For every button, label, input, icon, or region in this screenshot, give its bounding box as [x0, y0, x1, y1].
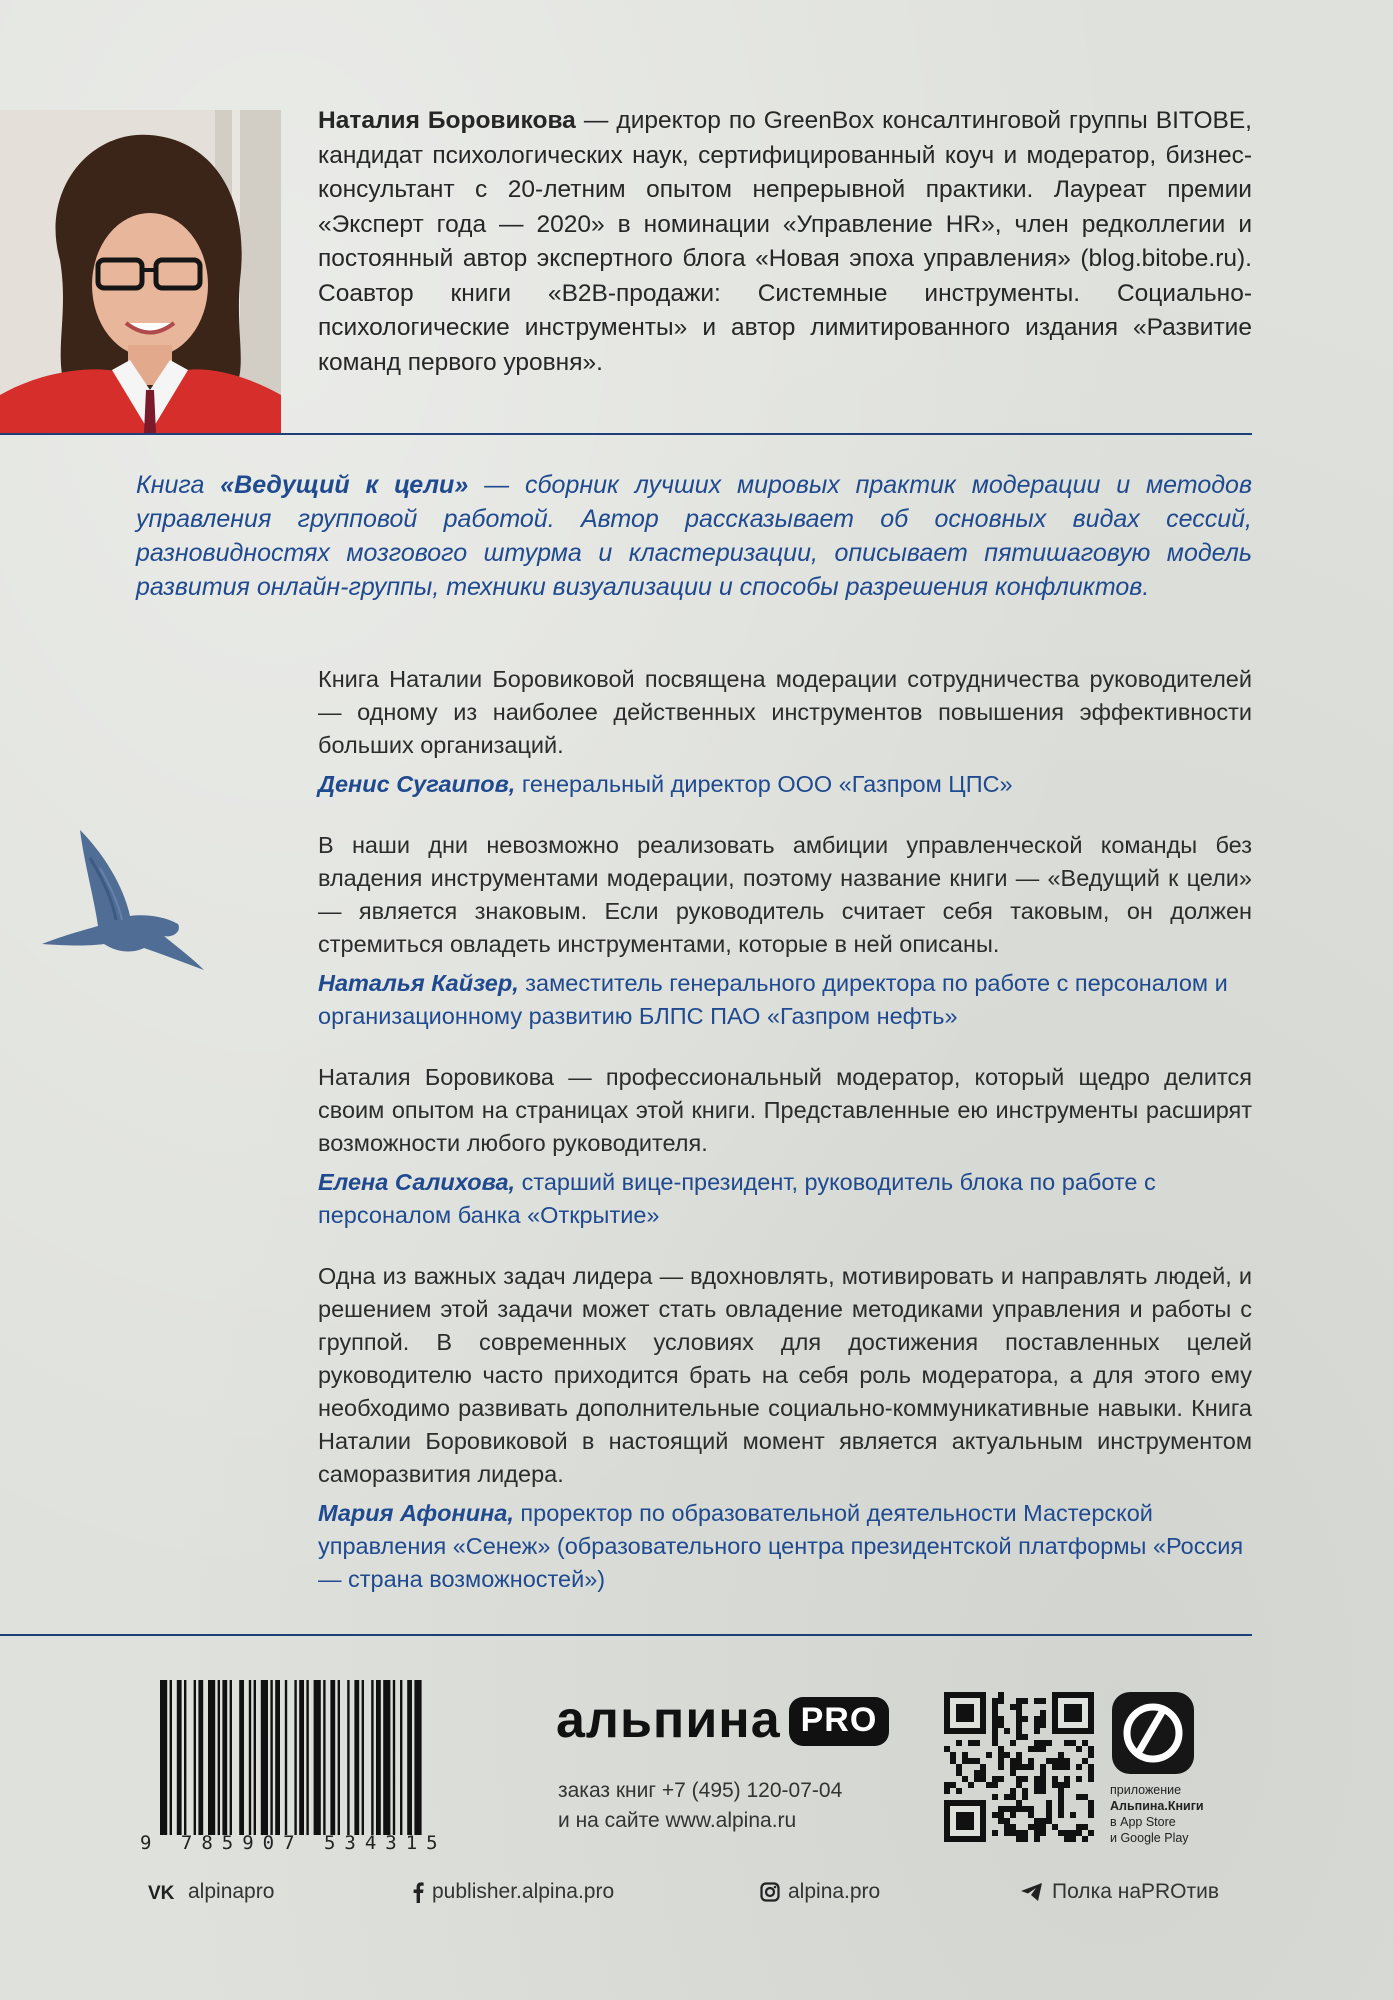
qr-module — [1028, 1812, 1034, 1818]
quote-2 — [318, 829, 1252, 1033]
qr-module — [1058, 1782, 1064, 1788]
quote-attribution — [318, 1166, 1252, 1232]
barcode-bar — [371, 1680, 373, 1835]
qr-module — [1016, 1698, 1022, 1704]
top-divider — [0, 433, 1252, 435]
barcode-bar — [218, 1680, 220, 1835]
qr-module — [1064, 1758, 1070, 1764]
qr-module — [1010, 1794, 1016, 1800]
alpina-app-icon — [1112, 1692, 1194, 1774]
qr-module — [1004, 1806, 1010, 1812]
quote-role: проректор по образовательной деятельности Мастерской управления «Сенеж» (образовательного центра президентской платформы «Россия — страна возможностей») — [318, 1500, 1244, 1592]
qr-module — [998, 1716, 1004, 1722]
barcode-bar — [400, 1680, 402, 1835]
barcode-bar — [160, 1680, 167, 1835]
barcode-bar — [170, 1680, 172, 1835]
qr-module — [1016, 1710, 1022, 1716]
quote-role: старший вице-президент, руководитель блока по работе с персоналом банка «Открытие» — [318, 1169, 1156, 1228]
qr-module — [998, 1746, 1004, 1752]
qr-module — [980, 1770, 986, 1776]
author-name: Наталия Боровикова — [318, 107, 576, 134]
qr-module — [968, 1758, 974, 1764]
quote-author: Денис Сугаипов, — [318, 771, 516, 797]
qr-module — [1076, 1824, 1082, 1830]
social-vk[interactable] — [148, 1880, 274, 1904]
qr-module — [944, 1746, 950, 1752]
barcode-bar — [338, 1680, 340, 1835]
qr-module — [1022, 1806, 1028, 1812]
bird-illustration — [40, 828, 206, 974]
qr-module — [1064, 1782, 1070, 1788]
qr-module — [1088, 1800, 1094, 1806]
qr-module — [1004, 1728, 1010, 1734]
blurb-prefix: Книга — [136, 471, 221, 499]
quote-role: заместитель генерального директора по работе с персоналом и организационному развитию БЛПС ПАО «Газпром нефть» — [318, 970, 1228, 1029]
qr-module — [1034, 1722, 1040, 1728]
author-photo — [0, 110, 281, 433]
qr-module — [1052, 1824, 1058, 1830]
qr-module — [1040, 1716, 1046, 1722]
qr-module — [1016, 1800, 1022, 1806]
qr-module — [974, 1776, 980, 1782]
qr-module — [1052, 1758, 1058, 1764]
app-caption-line: приложение — [1110, 1783, 1182, 1797]
qr-module — [1010, 1704, 1016, 1710]
qr-module — [1034, 1836, 1040, 1842]
qr-module — [1070, 1836, 1076, 1842]
qr-module — [998, 1812, 1004, 1818]
qr-module — [1058, 1800, 1064, 1806]
qr-module — [1052, 1776, 1058, 1782]
order-phone: заказ книг +7 (495) 120-07-04 — [558, 1779, 843, 1802]
author-bio — [318, 104, 1252, 380]
barcode-bar — [330, 1680, 335, 1835]
qr-module — [1016, 1716, 1022, 1722]
quote-text: Одна из важных задач лидера — вдохновлять, мотивировать и направлять людей, и решением этой задачи может стать овладение методиками управления и работы с группой. В современных условиях для достижения поставленных целей руководителю часто приходится брать на себя роль модератора, а для этого ему необходимо развивать дополнительные социально-коммуникативные навыки. Книга Наталии Боровиковой в настоящий момент является актуальным инструментом саморазвития лидера. — [318, 1263, 1252, 1487]
qr-module — [1040, 1770, 1046, 1776]
qr-module — [1034, 1776, 1040, 1782]
order-site: и на сайте www.alpina.ru — [558, 1809, 797, 1832]
barcode-bar — [275, 1680, 280, 1835]
social-telegram[interactable] — [1020, 1880, 1219, 1904]
qr-module — [992, 1716, 998, 1722]
qr-module — [986, 1782, 992, 1788]
qr-module — [950, 1758, 956, 1764]
logo-badge: PRO — [789, 1697, 890, 1746]
qr-module — [1016, 1752, 1022, 1758]
qr-finder — [1064, 1704, 1082, 1722]
qr-module — [1058, 1806, 1064, 1812]
qr-module — [1046, 1740, 1052, 1746]
qr-module — [980, 1764, 986, 1770]
qr-module — [1010, 1806, 1016, 1812]
qr-module — [974, 1758, 980, 1764]
qr-module — [1088, 1770, 1094, 1776]
barcode-bar — [194, 1680, 196, 1835]
qr-module — [998, 1692, 1004, 1698]
qr-module — [1046, 1812, 1052, 1818]
qr-module — [1088, 1776, 1094, 1782]
qr-module — [1058, 1764, 1064, 1770]
qr-module — [1088, 1806, 1094, 1812]
book-blurb — [136, 468, 1252, 604]
barcode-bar — [376, 1680, 381, 1835]
qr-module — [1040, 1824, 1046, 1830]
social-facebook[interactable] — [412, 1880, 614, 1904]
barcode-bar — [393, 1680, 395, 1835]
qr-module — [1040, 1746, 1046, 1752]
bottom-divider — [0, 1634, 1252, 1636]
qr-module — [1070, 1812, 1076, 1818]
qr-module — [992, 1812, 998, 1818]
qr-module — [1016, 1758, 1022, 1764]
barcode-bar — [362, 1680, 364, 1835]
qr-module — [1058, 1830, 1064, 1836]
qr-module — [1058, 1812, 1064, 1818]
qr-module — [944, 1782, 950, 1788]
qr-module — [998, 1776, 1004, 1782]
quote-author: Наталья Кайзер, — [318, 970, 519, 996]
barcode-bar — [208, 1680, 215, 1835]
app-caption-line: в App Store — [1110, 1815, 1176, 1829]
barcode-bar — [222, 1680, 227, 1835]
qr-module — [1034, 1728, 1040, 1734]
quote-author: Мария Афонина, — [318, 1500, 514, 1526]
qr-module — [1016, 1806, 1022, 1812]
qr-module — [1016, 1704, 1022, 1710]
barcode-bar — [239, 1680, 244, 1835]
qr-module — [1058, 1758, 1064, 1764]
qr-module — [992, 1740, 998, 1746]
qr-module — [1004, 1830, 1010, 1836]
barcode-bar — [177, 1680, 182, 1835]
barcode-bar — [299, 1680, 304, 1835]
publisher-logo — [556, 1690, 889, 1750]
barcode-bar — [249, 1680, 251, 1835]
qr-module — [1016, 1734, 1022, 1740]
qr-module — [992, 1704, 998, 1710]
qr-module — [1040, 1710, 1046, 1716]
social-instagram-label: alpina.pro — [788, 1880, 881, 1903]
qr-module — [992, 1794, 998, 1800]
qr-finder — [956, 1704, 974, 1722]
barcode-bar — [354, 1680, 359, 1835]
app-caption-line: и Google Play — [1110, 1831, 1189, 1845]
social-facebook-label: publisher.alpina.pro — [432, 1880, 615, 1903]
qr-module — [998, 1818, 1004, 1824]
qr-module — [1022, 1836, 1028, 1842]
qr-module — [974, 1740, 980, 1746]
barcode-bar — [285, 1680, 287, 1835]
quote-1 — [318, 663, 1252, 801]
svg-text:VK: VK — [148, 1883, 175, 1902]
qr-module — [1082, 1836, 1088, 1842]
qr-module — [1034, 1824, 1040, 1830]
qr-module — [1016, 1728, 1022, 1734]
qr-module — [1070, 1830, 1076, 1836]
qr-module — [1034, 1830, 1040, 1836]
qr-module — [1016, 1830, 1022, 1836]
qr-module — [1034, 1740, 1040, 1746]
qr-module — [1022, 1698, 1028, 1704]
quote-3 — [318, 1061, 1252, 1232]
qr-module — [1028, 1764, 1034, 1770]
qr-module — [1034, 1782, 1040, 1788]
qr-module — [1028, 1806, 1034, 1812]
qr-module — [1028, 1758, 1034, 1764]
qr-module — [1046, 1806, 1052, 1812]
qr-module — [1016, 1782, 1022, 1788]
qr-module — [962, 1776, 968, 1782]
barcode-bar — [414, 1680, 421, 1835]
qr-module — [1058, 1794, 1064, 1800]
qr-module — [1088, 1764, 1094, 1770]
qr-module — [1010, 1740, 1016, 1746]
qr-module — [1028, 1824, 1034, 1830]
quote-attribution — [318, 967, 1252, 1033]
qr-module — [1004, 1752, 1010, 1758]
qr-module — [1034, 1698, 1040, 1704]
qr-module — [1022, 1794, 1028, 1800]
qr-module — [968, 1740, 974, 1746]
qr-module — [1088, 1752, 1094, 1758]
barcode-bar — [294, 1680, 296, 1835]
qr-module — [1046, 1758, 1052, 1764]
qr-module — [1040, 1698, 1046, 1704]
qr-module — [1010, 1830, 1016, 1836]
qr-module — [1076, 1776, 1082, 1782]
qr-module — [1064, 1836, 1070, 1842]
barcode-bar — [347, 1680, 349, 1835]
isbn-digits: 9 785907 534315 — [140, 1832, 447, 1854]
qr-module — [1016, 1722, 1022, 1728]
blurb-text: — сборник лучших мировых практик модерации и методов управления групповой работой. Автор рассказывает об основных видах сессий, разновидностях мозгового штурма и кластеризации, описывает пятишаговую модель развития онлайн-группы, техники визуализации и способы разрешения конфликтов. — [136, 471, 1253, 601]
barcode-bar — [270, 1680, 272, 1835]
qr-module — [1028, 1746, 1034, 1752]
qr-module — [1088, 1746, 1094, 1752]
qr-module — [992, 1734, 998, 1740]
barcode-bar — [254, 1680, 256, 1835]
qr-module — [950, 1752, 956, 1758]
qr-module — [992, 1830, 998, 1836]
qr-module — [1034, 1716, 1040, 1722]
qr-module — [1040, 1818, 1046, 1824]
qr-module — [1022, 1734, 1028, 1740]
qr-module — [992, 1698, 998, 1704]
qr-module — [968, 1782, 974, 1788]
quote-text: Книга Наталии Боровиковой посвящена модерации сотрудничества руководителей — одному из наиболее действенных инструментов повышения эффективности больших организаций. — [318, 666, 1252, 758]
qr-module — [1040, 1740, 1046, 1746]
qr-module — [1016, 1764, 1022, 1770]
app-caption — [1110, 1782, 1204, 1846]
qr-module — [992, 1728, 998, 1734]
qr-module — [992, 1776, 998, 1782]
qr-module — [1004, 1794, 1010, 1800]
barcode-bar — [306, 1680, 308, 1835]
qr-module — [1022, 1776, 1028, 1782]
quote-author: Елена Салихова, — [318, 1169, 516, 1195]
qr-module — [1034, 1818, 1040, 1824]
qr-module — [956, 1740, 962, 1746]
qr-module — [1010, 1812, 1016, 1818]
qr-module — [1064, 1764, 1070, 1770]
qr-module — [950, 1782, 956, 1788]
qr-module — [1058, 1752, 1064, 1758]
qr-module — [1040, 1788, 1046, 1794]
qr-module — [962, 1752, 968, 1758]
qr-module — [1034, 1746, 1040, 1752]
qr-module — [986, 1752, 992, 1758]
qr-module — [1022, 1764, 1028, 1770]
book-title: «Ведущий к цели» — [220, 471, 469, 499]
qr-module — [1016, 1776, 1022, 1782]
instagram-icon — [760, 1882, 780, 1902]
qr-module — [1040, 1764, 1046, 1770]
facebook-icon — [412, 1881, 424, 1903]
qr-module — [1064, 1740, 1070, 1746]
qr-module — [1010, 1788, 1016, 1794]
barcode-bar — [261, 1680, 268, 1835]
vk-icon — [148, 1882, 180, 1902]
qr-module — [1010, 1764, 1016, 1770]
qr-module — [1022, 1716, 1028, 1722]
qr-module — [1022, 1830, 1028, 1836]
qr-module — [1010, 1758, 1016, 1764]
barcode-bar — [383, 1680, 390, 1835]
qr-module — [1082, 1758, 1088, 1764]
qr-module — [1046, 1800, 1052, 1806]
quote-4 — [318, 1260, 1252, 1596]
qr-finder — [956, 1812, 974, 1830]
qr-module — [998, 1752, 1004, 1758]
qr-module — [1076, 1746, 1082, 1752]
social-vk-label: alpinapro — [188, 1880, 275, 1903]
qr-module — [1040, 1830, 1046, 1836]
qr-module — [1088, 1830, 1094, 1836]
telegram-icon — [1020, 1882, 1044, 1902]
social-telegram-label: Полка наPROтив — [1052, 1880, 1220, 1903]
qr-module — [1010, 1770, 1016, 1776]
qr-module — [1022, 1788, 1028, 1794]
qr-module — [1064, 1776, 1070, 1782]
qr-code — [944, 1692, 1094, 1842]
barcode-bar — [198, 1680, 203, 1835]
app-name: Альпина.Книги — [1110, 1799, 1204, 1813]
qr-module — [1052, 1764, 1058, 1770]
qr-module — [956, 1788, 962, 1794]
barcode-bar — [314, 1680, 321, 1835]
qr-module — [1088, 1812, 1094, 1818]
quote-text: Наталия Боровикова — профессиональный модератор, который щедро делится своим опытом на страницах этой книги. Представленные ею инструменты расширят возможности любого руководителя. — [318, 1064, 1252, 1156]
qr-module — [998, 1764, 1004, 1770]
logo-text: альпина — [556, 1691, 781, 1749]
quote-role: генеральный директор ООО «Газпром ЦПС» — [515, 771, 1013, 797]
barcode-bar — [407, 1680, 412, 1835]
qr-module — [1004, 1818, 1010, 1824]
isbn-barcode — [160, 1680, 510, 1835]
qr-module — [1016, 1836, 1022, 1842]
quote-attribution — [318, 1497, 1252, 1596]
quote-text: В наши дни невозможно реализовать амбиции управленческой команды без владения инструментами модерации, поэтому название книги — «Ведущий к цели» — является знаковым. Если руководитель считает себя таковым, он должен стремиться овладеть инструментами, которые в ней описаны. — [318, 832, 1252, 957]
qr-module — [1082, 1824, 1088, 1830]
qr-module — [1046, 1818, 1052, 1824]
barcode-bar — [323, 1680, 325, 1835]
qr-module — [1040, 1722, 1046, 1728]
qr-module — [1058, 1788, 1064, 1794]
qr-module — [998, 1758, 1004, 1764]
qr-module — [1076, 1830, 1082, 1836]
qr-module — [992, 1722, 998, 1728]
qr-module — [1040, 1782, 1046, 1788]
qr-module — [1082, 1740, 1088, 1746]
qr-module — [944, 1788, 950, 1794]
qr-module — [1064, 1830, 1070, 1836]
barcode-bar — [184, 1680, 186, 1835]
qr-module — [1004, 1824, 1010, 1830]
qr-module — [992, 1782, 998, 1788]
qr-module — [998, 1698, 1004, 1704]
qr-module — [1010, 1824, 1016, 1830]
qr-module — [956, 1770, 962, 1776]
qr-module — [1076, 1794, 1082, 1800]
qr-module — [1076, 1764, 1082, 1770]
qr-module — [1070, 1740, 1076, 1746]
qr-module — [956, 1764, 962, 1770]
barcode-bar — [230, 1680, 232, 1835]
qr-module — [962, 1758, 968, 1764]
qr-module — [974, 1770, 980, 1776]
qr-module — [998, 1722, 1004, 1728]
order-info — [558, 1776, 842, 1836]
qr-module — [992, 1710, 998, 1716]
quote-attribution — [318, 768, 1252, 801]
qr-module — [998, 1806, 1004, 1812]
qr-module — [1082, 1794, 1088, 1800]
qr-module — [980, 1776, 986, 1782]
qr-module — [1052, 1782, 1058, 1788]
social-instagram[interactable] — [760, 1880, 880, 1904]
qr-module — [1034, 1788, 1040, 1794]
qr-module — [1040, 1776, 1046, 1782]
author-bio-text: — директор по GreenBox консалтинговой группы BITOBE, кандидат психологических наук, сертифицированный коуч и модератор, бизнес-консультант с 20-летним опытом непрерывной практики. Лауреат премии «Эксперт года — 2020» в номинации «Управление HR», член редколлегии и постоянный автор экспертного блога «Новая эпоха управления» (blog.bitobe.ru). Соавтор книги «B2B-продажи: Системные инструменты. Социально-психологические инструменты» и автор лимитированного издания «Развитие команд первого уровня». — [318, 107, 1252, 376]
